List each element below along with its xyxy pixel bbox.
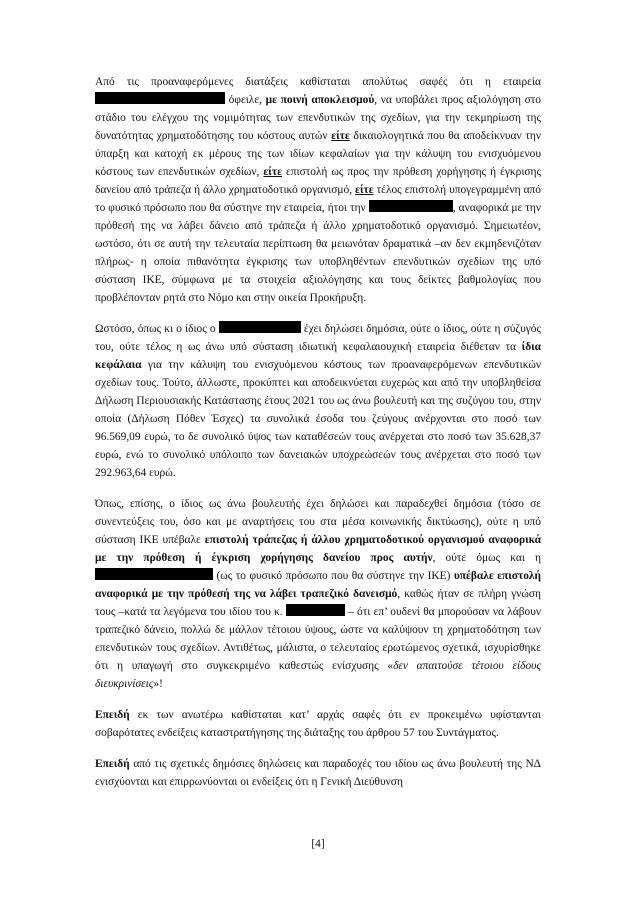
underlined-bold-text: είτε bbox=[331, 130, 350, 142]
redaction-bar bbox=[95, 92, 225, 104]
redaction-bar bbox=[369, 200, 453, 212]
text-segment: δικαιολογητικά που θα αποδείκνυαν την ύπαρξη και κατοχή εκ μέρους της των ιδίων κεφαλαίων για την κάλυψη του ενισχυόμενου κόστους των επενδυτικών σχεδίων, bbox=[95, 130, 542, 178]
text-segment: έχει δηλώσει δημόσια, ούτε ο ίδιος, ούτε η σύζυγός του, ούτε τέλος η ως άνω υπό σύσταση ιδιωτική κεφαλαιουχική εταιρεία διέθεταν τα bbox=[95, 323, 542, 353]
text-segment: (ως το φυσικό πρόσωπο που θα σύστηνε την ΙΚΕ) bbox=[213, 570, 454, 582]
text-segment: , αναφορικά με την πρόθεσή της να λάβει δάνειο από τράπεζα ή άλλο χρηματοδοτικό οργανισμό. Σημειωτέον, ωστόσο, ότι σε αυτή την τελευταία περίπτωση θα μειωνόταν δραματικά –αν δεν εκμηδενιζόταν πλήρως- η οποία πιθανότητα έγκρισης των υποβληθέντων επενδυτικών σχεδίων της υπό σύσταση ΙΚΕ, σύμφωνα με τα στοιχεία αξιολόγησης και τους δείκτες βαθμολογίας που προβλέπονταν ρητά στο Νόμο και στην οικεία Προκήρυξη. bbox=[95, 202, 541, 304]
text-segment: Όπως, επίσης, ο ίδιος ως άνω βουλευτής έχει δηλώσει και παραδεχθεί δημόσια (τόσο σε συνεντεύξεις του, όσο και με αναρτήσεις του στα μέσα κοινωνικής δικτύωσης), ούτε η υπό σύσταση ΙΚΕ υπέβαλε bbox=[95, 498, 541, 546]
redaction-bar bbox=[95, 568, 213, 580]
paragraph-5 bbox=[95, 755, 541, 791]
italic-text: δεν απαιτούσε τέτοιου είδους διευκρινίσεις bbox=[95, 660, 541, 690]
redaction-bar bbox=[286, 604, 345, 616]
text-segment: , να υποβάλει προς αξιολόγηση στο στάδιο του ελέγχου της νομιμότητας των επενδυτικών της σχεδίων, για την τεκμηρίωση της δυνατότητας χρηματοδότησης του κόστους αυτών bbox=[95, 94, 541, 142]
text-segment: από τις σχετικές δημόσιες δηλώσεις και παραδοχές του ιδίου ως άνω βουλευτή της ΝΔ ενισχύονται και επιρρωνύονται οι ενδείξεις ότι η Γενική Διεύθυνση bbox=[95, 758, 541, 788]
bold-text: Επειδή bbox=[95, 758, 130, 770]
text-segment: τέλος επιστολή υπογεγραμμένη από το φυσικό πρόσωπο που θα σύστηνε την εταιρεία, ήτοι την bbox=[95, 184, 541, 214]
paragraph-1 bbox=[95, 73, 541, 307]
bold-text: υπέβαλε επιστολή αναφορικά με την πρόθεσή της να λάβει τραπεζικό δανεισμό bbox=[95, 570, 541, 600]
text-segment: , καθώς ήταν σε πλήρη γνώση τους –κατά τα λεγόμενα του ιδίου του κ. bbox=[95, 588, 541, 618]
text-segment: »! bbox=[153, 678, 163, 690]
text-segment: όφειλε, bbox=[225, 94, 266, 106]
bold-text: επιστολή τράπεζας ή άλλου χρηματοδοτικού οργανισμού αναφορικά με την πρόθεση ή έγκριση χορήγησης δανείου προς αυτήν bbox=[95, 534, 541, 564]
text-segment: Ωστόσο, όπως κι ο ίδιος ο bbox=[95, 323, 219, 335]
underlined-bold-text: είτε bbox=[355, 184, 374, 196]
page-number: [4] bbox=[311, 838, 325, 850]
bold-text: Επειδή bbox=[95, 709, 130, 721]
text-segment: επιστολή ως προς την πρόθεση χορήγησης ή έγκρισης δανείου από τράπεζα ή άλλο χρηματοδοτικό οργανισμό, bbox=[95, 166, 541, 196]
bold-text: ίδια κεφάλαια bbox=[95, 341, 541, 371]
redaction-bar bbox=[219, 321, 301, 333]
paragraph-4 bbox=[95, 706, 541, 742]
text-segment: για την κάλυψη του ενισχυόμενου κόστους των προαναφερόμενων επενδυτικών σχεδίων τους. Τούτο, άλλωστε, προκύπτει και αποδεικνύεται ευχερώς και από την υποβληθείσα Δήλωση Περιουσιακής Κατάστασης έτους 2021 του ως άνω βουλευτή και της συζύγου του, στην οποία (Δήλωση Πόθεν Έσχες) τα συνολικά έσοδα του ζεύγους ανέρχονται στο ποσό των 96.569,09 ευρώ, το δε συνολικό ύψος των καταθέσεών τους ανέρχεται στο ποσό των 35.628,37 ευρώ, ενώ το συνολικό υπόλοιπο των δανειακών υποχρεώσεών τους ανέρχεται στο ποσό των 292.963,64 ευρώ. bbox=[95, 359, 541, 479]
text-segment: – ότι επ’ ουδενί θα μπορούσαν να λάβουν τραπεζικό δάνειο, πολλώ δε μάλλον τέτοιου ύψους, ώστε να καλύψουν τη χρηματοδότηση των επενδυτικών τους σχεδίων. Αντιθέτως, μάλιστα, ο τελευταίος ερωτώμενος σχετικά, ισχυρίσθηκε ότι η υπαγωγή στο συγκεκριμένο καθεστώς ενίσχυσης « bbox=[95, 606, 541, 672]
text-segment: , ούτε όμως και η bbox=[432, 552, 541, 564]
text-segment: Από τις προαναφερόμενες διατάξεις καθίσταται απολύτως σαφές ότι η εταιρεία bbox=[95, 76, 541, 88]
bold-text: με ποινή αποκλεισμού bbox=[265, 94, 375, 106]
document-page bbox=[95, 73, 541, 791]
underlined-bold-text: είτε bbox=[263, 166, 282, 178]
paragraph-3 bbox=[95, 495, 541, 693]
paragraph-2 bbox=[95, 320, 541, 482]
text-segment: εκ των ανωτέρω καθίσταται κατ’ αρχάς σαφές ότι εν προκειμένω υφίστανται σοβαρότατες ενδείξεις καταστρατήγησης της διάταξης του άρθρου 57 του Συντάγματος. bbox=[95, 709, 541, 739]
